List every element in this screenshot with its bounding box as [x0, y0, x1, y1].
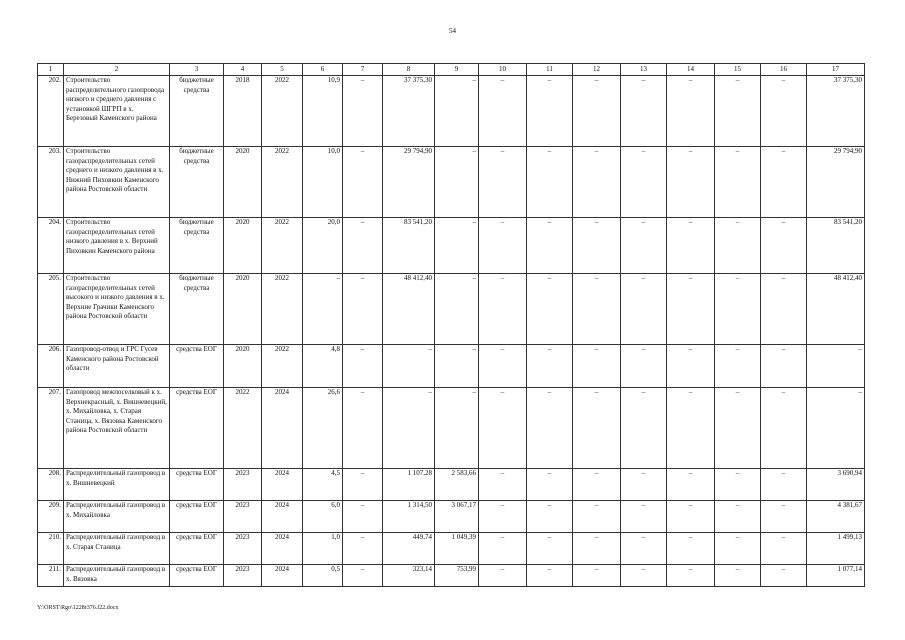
cell-value: –	[715, 501, 761, 533]
total-value: 29 794,90	[807, 147, 865, 218]
cell-value: –	[761, 533, 807, 565]
row-number: 203.	[38, 147, 64, 218]
column-header: 3	[170, 64, 224, 76]
table-row	[38, 218, 865, 274]
cell-value: –	[435, 76, 479, 147]
cell-value: –	[343, 565, 383, 587]
column-header: 11	[527, 64, 573, 76]
length-value: 4,8	[303, 345, 343, 388]
cell-value: –	[573, 388, 621, 469]
cell-value: –	[573, 147, 621, 218]
length-value: 0,5	[303, 565, 343, 587]
data-table	[37, 63, 865, 587]
cell-value: –	[667, 147, 715, 218]
object-name: Распределительный газопровод в х. Старая Станица	[64, 533, 170, 565]
cell-value: –	[573, 218, 621, 274]
cell-value: –	[715, 469, 761, 501]
cell-value: –	[527, 274, 573, 345]
total-value: 48 412,40	[807, 274, 865, 345]
column-header: 10	[479, 64, 527, 76]
funding-source: средства ЕОГ	[170, 501, 224, 533]
cell-value: –	[715, 388, 761, 469]
cell-value: –	[621, 469, 667, 501]
cell-value: –	[761, 469, 807, 501]
object-name: Распределительный газопровод в х. Вишневецкий	[64, 469, 170, 501]
cell-value: –	[761, 218, 807, 274]
cell-value: –	[435, 274, 479, 345]
cell-value: –	[761, 274, 807, 345]
cell-value: 1 314,50	[383, 501, 435, 533]
start-year: 2020	[224, 218, 262, 274]
total-value: 3 690,94	[807, 469, 865, 501]
cell-value: –	[573, 565, 621, 587]
length-value: 10,9	[303, 76, 343, 147]
cell-value: –	[527, 565, 573, 587]
cell-value: –	[621, 274, 667, 345]
cell-value: –	[479, 501, 527, 533]
cell-value: –	[527, 147, 573, 218]
column-header: 16	[761, 64, 807, 76]
end-year: 2024	[262, 501, 303, 533]
cell-value: –	[343, 501, 383, 533]
cell-value: –	[527, 469, 573, 501]
footer-path: Y:\ORST\Rgo\1228r376.f22.docx	[37, 605, 119, 611]
cell-value: –	[621, 565, 667, 587]
start-year: 2023	[224, 533, 262, 565]
cell-value: –	[573, 345, 621, 388]
row-number: 202.	[38, 76, 64, 147]
table-row	[38, 469, 865, 501]
cell-value: 37 375,30	[383, 76, 435, 147]
start-year: 2023	[224, 565, 262, 587]
column-header: 12	[573, 64, 621, 76]
column-header: 15	[715, 64, 761, 76]
length-value: 6,0	[303, 501, 343, 533]
end-year: 2024	[262, 565, 303, 587]
length-value: –	[303, 274, 343, 345]
cell-value: –	[667, 218, 715, 274]
table-row	[38, 533, 865, 565]
cell-value: –	[343, 388, 383, 469]
end-year: 2022	[262, 274, 303, 345]
page-number: 54	[449, 27, 456, 35]
object-name: Газопровод-отвод и ГРС Гусев Каменского района Ростовской области	[64, 345, 170, 388]
row-number: 211.	[38, 565, 64, 587]
cell-value: –	[715, 147, 761, 218]
column-header: 4	[224, 64, 262, 76]
cell-value: –	[527, 501, 573, 533]
funding-source: средства ЕОГ	[170, 565, 224, 587]
cell-value: –	[435, 345, 479, 388]
cell-value: –	[761, 501, 807, 533]
total-value: 4 381,67	[807, 501, 865, 533]
funding-source: бюджетные средства	[170, 218, 224, 274]
cell-value: –	[479, 565, 527, 587]
cell-value: –	[621, 147, 667, 218]
cell-value: –	[761, 388, 807, 469]
cell-value: –	[435, 388, 479, 469]
start-year: 2023	[224, 469, 262, 501]
cell-value: –	[573, 76, 621, 147]
cell-value: –	[715, 565, 761, 587]
cell-value: –	[761, 345, 807, 388]
cell-value: –	[343, 218, 383, 274]
cell-value: –	[343, 533, 383, 565]
cell-value: 83 541,20	[383, 218, 435, 274]
cell-value: –	[479, 218, 527, 274]
row-number: 206.	[38, 345, 64, 388]
cell-value: –	[715, 533, 761, 565]
length-value: 4,5	[303, 469, 343, 501]
cell-value: –	[343, 147, 383, 218]
end-year: 2024	[262, 533, 303, 565]
row-number: 205.	[38, 274, 64, 345]
table-row	[38, 565, 865, 587]
cell-value: –	[527, 76, 573, 147]
end-year: 2022	[262, 147, 303, 218]
cell-value: –	[621, 533, 667, 565]
cell-value: –	[621, 218, 667, 274]
cell-value: –	[761, 147, 807, 218]
length-value: 26,6	[303, 388, 343, 469]
funding-source: средства ЕОГ	[170, 469, 224, 501]
row-number: 209.	[38, 501, 64, 533]
cell-value: –	[343, 345, 383, 388]
cell-value: –	[761, 565, 807, 587]
cell-value: –	[573, 533, 621, 565]
total-value: 83 541,20	[807, 218, 865, 274]
cell-value: 1 107,28	[383, 469, 435, 501]
funding-source: бюджетные средства	[170, 76, 224, 147]
end-year: 2024	[262, 388, 303, 469]
cell-value: –	[667, 501, 715, 533]
table-row	[38, 274, 865, 345]
header-row	[38, 64, 865, 76]
cell-value: 1 049,39	[435, 533, 479, 565]
cell-value: –	[343, 469, 383, 501]
object-name: Строительство газораспределительных сетей среднего и низкого давления в х. Нижний Пиховкин Каменского района Ростовской области	[64, 147, 170, 218]
cell-value: –	[435, 147, 479, 218]
object-name: Строительство газораспределительных сетей низкого давления в х. Верхний Пиховкин Каменского района	[64, 218, 170, 274]
cell-value: 753,99	[435, 565, 479, 587]
cell-value: –	[479, 345, 527, 388]
cell-value: –	[527, 218, 573, 274]
cell-value: –	[667, 345, 715, 388]
length-value: 10,0	[303, 147, 343, 218]
column-header: 6	[303, 64, 343, 76]
column-header: 17	[807, 64, 865, 76]
cell-value: 29 794,90	[383, 147, 435, 218]
table-row	[38, 76, 865, 147]
length-value: 1,0	[303, 533, 343, 565]
object-name: Распределительный газопровод в х. Вязовка	[64, 565, 170, 587]
cell-value: –	[621, 76, 667, 147]
cell-value: –	[479, 533, 527, 565]
start-year: 2018	[224, 76, 262, 147]
start-year: 2023	[224, 501, 262, 533]
column-header: 5	[262, 64, 303, 76]
cell-value: –	[479, 147, 527, 218]
cell-value: –	[527, 345, 573, 388]
object-name: Строительство распределительного газопровода низкого и среднего давления с установкой ШГРП в х. Березовый Каменского района	[64, 76, 170, 147]
length-value: 20,0	[303, 218, 343, 274]
table-row	[38, 345, 865, 388]
end-year: 2024	[262, 469, 303, 501]
cell-value: 323,14	[383, 565, 435, 587]
funding-source: бюджетные средства	[170, 147, 224, 218]
total-value: –	[807, 345, 865, 388]
start-year: 2020	[224, 147, 262, 218]
cell-value: –	[343, 274, 383, 345]
cell-value: 449,74	[383, 533, 435, 565]
row-number: 210.	[38, 533, 64, 565]
object-name: Распределительный газопровод в х. Михайловка	[64, 501, 170, 533]
cell-value: –	[573, 501, 621, 533]
cell-value: –	[343, 76, 383, 147]
table-row	[38, 147, 865, 218]
funding-source: средства ЕОГ	[170, 345, 224, 388]
column-header: 14	[667, 64, 715, 76]
cell-value: –	[383, 388, 435, 469]
column-header: 9	[435, 64, 479, 76]
cell-value: –	[621, 345, 667, 388]
cell-value: –	[667, 388, 715, 469]
start-year: 2020	[224, 274, 262, 345]
cell-value: –	[667, 274, 715, 345]
funding-source: средства ЕОГ	[170, 533, 224, 565]
row-number: 207.	[38, 388, 64, 469]
total-value: –	[807, 388, 865, 469]
column-header: 13	[621, 64, 667, 76]
cell-value: –	[667, 76, 715, 147]
funding-source: бюджетные средства	[170, 274, 224, 345]
table-row	[38, 388, 865, 469]
cell-value: –	[621, 388, 667, 469]
cell-value: –	[479, 469, 527, 501]
total-value: 1 077,14	[807, 565, 865, 587]
cell-value: –	[479, 76, 527, 147]
table-row	[38, 501, 865, 533]
table-body	[38, 76, 865, 587]
cell-value: –	[667, 565, 715, 587]
column-header: 1	[38, 64, 64, 76]
column-header: 2	[64, 64, 170, 76]
cell-value: –	[715, 218, 761, 274]
start-year: 2022	[224, 388, 262, 469]
cell-value: 2 583,66	[435, 469, 479, 501]
end-year: 2022	[262, 345, 303, 388]
object-name: Строительство газораспределительных сетей высокого и низкого давления в х. Верхние Грачики Каменского района Ростовской области	[64, 274, 170, 345]
cell-value: –	[667, 533, 715, 565]
end-year: 2022	[262, 218, 303, 274]
cell-value: –	[761, 76, 807, 147]
cell-value: –	[479, 274, 527, 345]
cell-value: 3 067,17	[435, 501, 479, 533]
end-year: 2022	[262, 76, 303, 147]
cell-value: –	[667, 469, 715, 501]
cell-value: –	[621, 501, 667, 533]
row-number: 208.	[38, 469, 64, 501]
total-value: 1 499,13	[807, 533, 865, 565]
cell-value: –	[715, 76, 761, 147]
start-year: 2020	[224, 345, 262, 388]
cell-value: –	[435, 218, 479, 274]
cell-value: –	[527, 533, 573, 565]
cell-value: –	[383, 345, 435, 388]
cell-value: –	[573, 274, 621, 345]
cell-value: –	[573, 469, 621, 501]
row-number: 204.	[38, 218, 64, 274]
cell-value: –	[479, 388, 527, 469]
column-header: 8	[383, 64, 435, 76]
cell-value: –	[715, 345, 761, 388]
cell-value: 48 412,40	[383, 274, 435, 345]
column-header: 7	[343, 64, 383, 76]
cell-value: –	[527, 388, 573, 469]
object-name: Газопровод межпоселковый к х. Верхнекрасный, х. Вишневецкий, х. Михайловка, х. Старая Станица, х. Вязовка Каменского района Ростовской области	[64, 388, 170, 469]
cell-value: –	[715, 274, 761, 345]
funding-source: средства ЕОГ	[170, 388, 224, 469]
total-value: 37 375,30	[807, 76, 865, 147]
